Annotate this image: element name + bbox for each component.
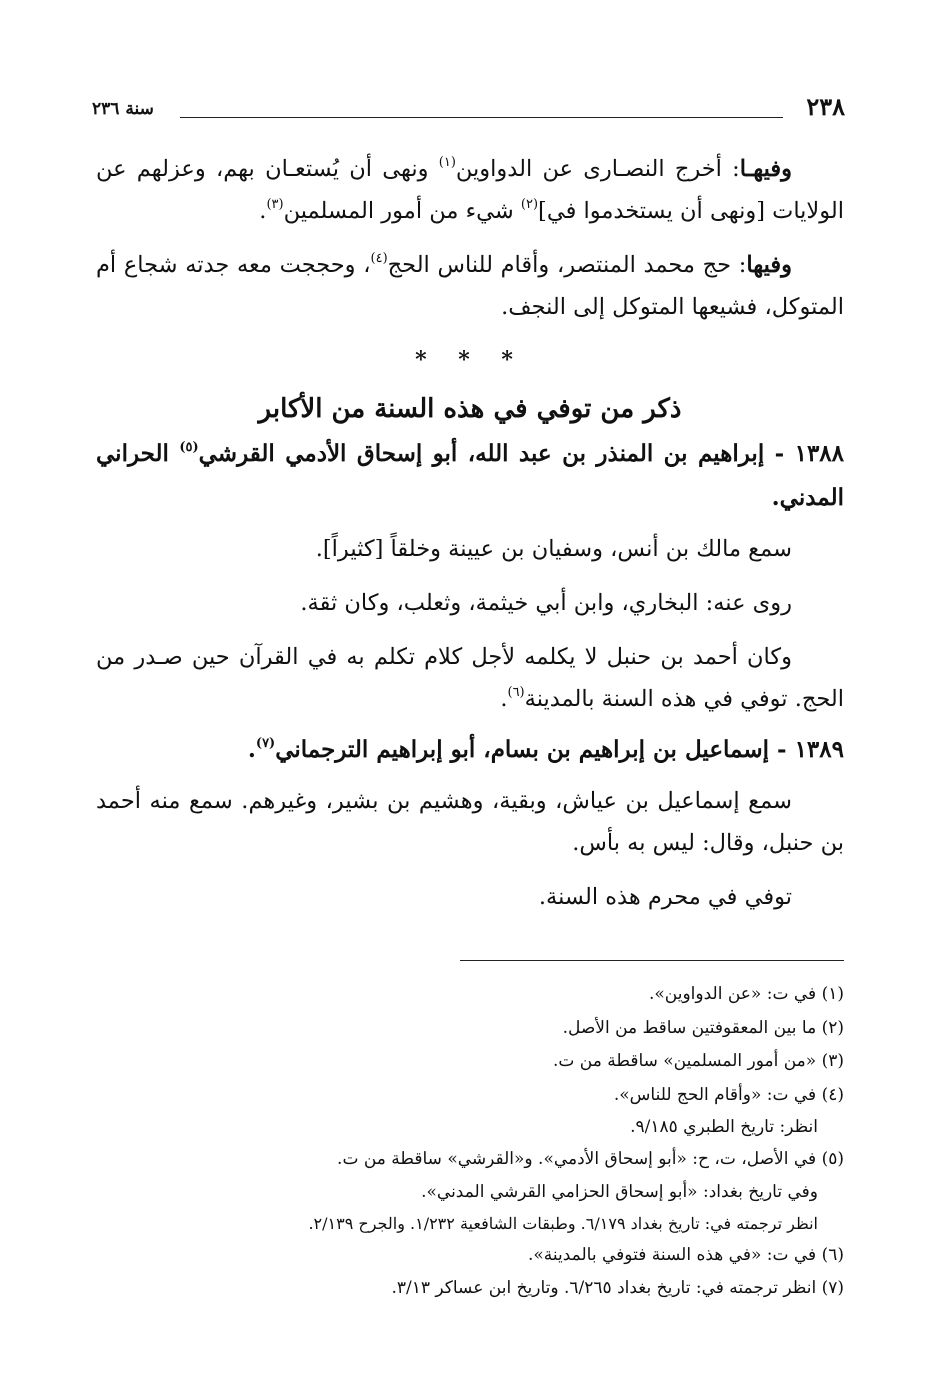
footnote-ref-4[interactable]: (٤) xyxy=(370,251,388,266)
footnote-ref-2[interactable]: (٢) xyxy=(520,197,539,212)
paragraph-lead: وفيهـا xyxy=(739,156,792,182)
running-head: سنة ٢٣٦ xyxy=(92,99,154,119)
footnote-5-variant: وفي تاريخ بغداد: «أبو إسحاق الحزامي القرشي المدني». xyxy=(421,1181,818,1202)
text-run: ، وحججت معه جدته شجاع أم المتوكل، فشيعها المتوكل إلى النجف. xyxy=(96,252,844,320)
entry-line: توفي في محرم هذه السنة. xyxy=(538,884,792,910)
page-header xyxy=(92,92,845,128)
footnote-4-source: انظر: تاريخ الطبري ٩/١٨٥. xyxy=(630,1117,818,1137)
entry-heading-text: ١٣٨٩ - إسماعيل بن إبراهيم بن بسام، أبو إبراهيم الترجماني xyxy=(275,736,844,763)
entry-line: روى عنه: البخاري، وابن أبي خيثمة، وثعلب، وكان ثقة. xyxy=(300,590,792,616)
entry-line: سمع مالك بن أنس، وسفيان بن عيينة وخلقاً [كثيراً]. xyxy=(315,536,792,562)
entry-heading-1388 xyxy=(96,432,844,520)
entry-line: سمع إسماعيل بن عياش، وبقية، وهشيم بن بشير، وغيرهم. سمع منه أحمد بن حنبل، وقال: ليس به بأس. xyxy=(96,788,844,856)
text-run: وكان أحمد بن حنبل لا يكلمه لأجل كلام تكلم به في القرآن حين صـدر من الحج. توفي في هذه السنة بالمدينة xyxy=(96,644,844,712)
section-title: ذكر من توفي في هذه السنة من الأكابر xyxy=(258,394,682,424)
footnote-7: (٧) انظر ترجمته في: تاريخ بغداد ٦/٢٦٥. وتاريخ ابن عساكر ٣/١٣. xyxy=(391,1278,844,1298)
footnote-2: (٢) ما بين المعقوفتين ساقط من الأصل. xyxy=(562,1017,844,1038)
page-number: ٢٣٨ xyxy=(806,92,845,121)
footnote-ref-6[interactable]: (٦) xyxy=(507,685,525,700)
paragraph-hajj xyxy=(96,244,844,328)
text-run: : أخرج النصـارى عن الدواوين xyxy=(455,156,740,182)
paragraph-lead: وفيها xyxy=(746,252,792,278)
entry-heading-text: الحراني المدني. xyxy=(96,440,844,511)
text-run: . xyxy=(259,198,267,224)
footnote-rule xyxy=(460,960,844,961)
text-run: ونهى أن يُستعـان بهم، وعزلهم عن الولايات [ونهى أن يستخدموا في] xyxy=(96,156,844,224)
text-run: شيء من أمور المسلمين xyxy=(283,198,521,224)
footnote-5-sources: انظر ترجمته في: تاريخ بغداد ٦/١٧٩. وطبقات الشافعية ١/٢٣٢. والجرح ٢/١٣٩. xyxy=(308,1213,818,1233)
footnotes xyxy=(110,978,844,1306)
text-run: . xyxy=(500,686,508,712)
entry-line xyxy=(96,636,844,720)
footnote-6: (٦) في ت: «في هذه السنة فتوفي بالمدينة». xyxy=(527,1244,844,1265)
section-separator: * * * xyxy=(415,347,525,373)
entry-heading-text: ١٣٨٨ - إبراهيم بن المنذر بن عبد الله، أبو إسحاق الأدمي القرشي xyxy=(198,440,845,467)
footnote-1: (١) في ت: «عن الدواوين». xyxy=(649,984,844,1004)
main-text xyxy=(96,148,844,918)
paragraph-christians xyxy=(96,148,844,232)
footnote-ref-7[interactable]: (٧) xyxy=(255,736,276,751)
footnote-ref-3[interactable]: (٣) xyxy=(266,197,284,212)
entry-heading-text: . xyxy=(247,736,256,763)
text-run: : حج محمد المنتصر، وأقام للناس الحج xyxy=(387,252,747,278)
footnote-3: (٣) «من أمور المسلمين» ساقطة من ت. xyxy=(553,1051,844,1071)
footnote-5: (٥) في الأصل، ت، ح: «أبو إسحاق الأدمي». و«القرشي» ساقطة من ت. xyxy=(337,1149,844,1169)
footnote-4: (٤) في ت: «وأقام الحج للناس». xyxy=(613,1084,844,1105)
header-rule xyxy=(180,117,783,118)
footnote-ref-1[interactable]: (١) xyxy=(438,155,456,170)
footnote-ref-5[interactable]: (٥) xyxy=(179,440,199,455)
entry-heading-1389 xyxy=(96,728,844,772)
